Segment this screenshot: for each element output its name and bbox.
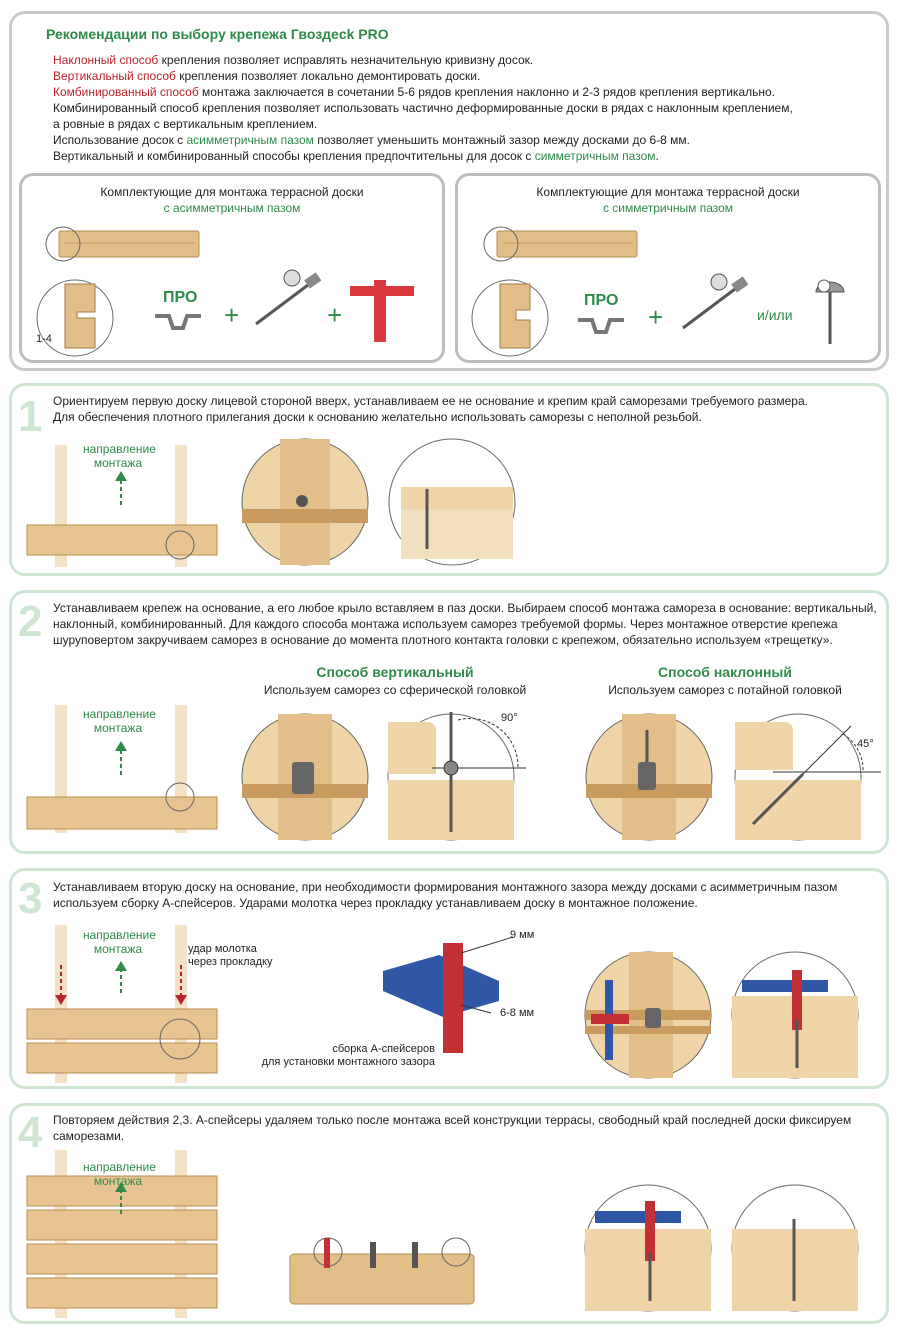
round-head-screw-icon bbox=[808, 278, 858, 348]
header-line-7: Вертикальный и комбинированный способы крепления предпочтительны для досок с симметричным пазом. bbox=[53, 149, 659, 163]
step-4-direction-label: направление монтажа bbox=[83, 1160, 156, 1188]
step-1-text-1: Ориентируем первую доску лицевой стороной вверх, устанавливаем ее не основание и крепим край саморезами требуемого размера. bbox=[53, 394, 808, 408]
step-4-detail-circle-2 bbox=[730, 1183, 860, 1313]
plus-icon: + bbox=[224, 300, 240, 330]
step-1-direction-label: направление монтажа bbox=[83, 442, 156, 470]
step-4-text-2: саморезами. bbox=[53, 1129, 125, 1143]
board-profile-circle bbox=[35, 278, 115, 358]
and-or-label: и/или bbox=[757, 307, 793, 323]
step-2-text-1: Устанавливаем крепеж на основание, а его любое крыло вставляем в паз доски. Выбираем способ монтажа самореза в основание: вертикальный, bbox=[53, 601, 877, 615]
step-2-inclined-detail-1 bbox=[584, 712, 714, 842]
board-asymmetric-illustration bbox=[45, 225, 205, 265]
header-line-6: Использование досок с асимметричным пазом позволяет уменьшить монтажный зазор между досками до 6-8 мм. bbox=[53, 133, 690, 147]
dimension-9mm: 9 мм bbox=[510, 929, 535, 941]
step-1-detail-circle-2 bbox=[387, 437, 517, 567]
board-profile-circle-2 bbox=[470, 278, 550, 358]
step-3-number: 3 bbox=[18, 874, 43, 923]
step-2-direction-label: направление монтажа bbox=[83, 707, 156, 735]
header-line-5: а ровные в рядах с вертикальным креплением. bbox=[53, 117, 318, 131]
gap-dimension: 1-4 bbox=[36, 333, 52, 345]
step-4-detail-circle-1 bbox=[583, 1183, 713, 1313]
board-symmetric-illustration bbox=[483, 225, 643, 265]
spacer-tool-icon bbox=[348, 278, 418, 346]
step-3-detail-circle-2 bbox=[730, 950, 860, 1080]
step-2-text-3: шуруповертом закручиваем саморез в основание до момента плотного контакта головки с крепежом, обязательно используем «трещетку». bbox=[53, 633, 833, 647]
step-3-text-1: Устанавливаем вторую доску на основание, при необходимости формирования монтажного зазора между досками с асимметричным пазом bbox=[53, 880, 838, 894]
method-vertical-title: Способ вертикальный bbox=[316, 664, 474, 680]
kit-asymmetric-title: Комплектующие для монтажа террасной доски с асимметричным пазом bbox=[100, 185, 364, 215]
method-inclined-caption: Используем саморез с потайной головкой bbox=[608, 683, 842, 697]
step-2-vertical-detail-2 bbox=[386, 712, 536, 842]
step-4-text-1: Повторяем действия 2,3. А-спейсеры удаляем только после монтажа всей конструкции террасы, свободный край последней доски фиксируем bbox=[53, 1113, 852, 1127]
header-line-4: Комбинированный способ крепления позволяет использовать частично деформированные доски в рядах с наклонным креплением, bbox=[53, 101, 793, 115]
hammer-note: удар молотка через прокладку bbox=[188, 943, 273, 968]
method-inclined-title: Способ наклонный bbox=[658, 664, 792, 680]
pro-clip-icon bbox=[153, 310, 203, 334]
step-4-section-illustration bbox=[288, 1230, 478, 1310]
kit-symmetric-title: Комплектующие для монтажа террасной доски с симметричным пазом bbox=[536, 185, 800, 215]
step-3-direction-label: направление монтажа bbox=[83, 928, 156, 956]
dimension-6-8mm: 6-8 мм bbox=[500, 1007, 535, 1019]
screw-icon-2 bbox=[677, 272, 757, 332]
page-title: Рекомендации по выбору крепежа Гвоздeck PRO bbox=[46, 26, 389, 42]
screw-icon bbox=[250, 268, 330, 328]
spacer-caption: сборка А-спейсеров для установки монтажного зазора bbox=[261, 1043, 435, 1068]
pro-clip-icon-2 bbox=[576, 314, 626, 338]
header-line-1: Наклонный способ крепления позволяет исправлять незначительную кривизну досок. bbox=[53, 53, 534, 67]
plus-icon-2: + bbox=[327, 300, 343, 330]
plus-icon-3: + bbox=[648, 302, 664, 332]
step-2-text-2: наклонный, комбинированный. Для каждого способа монтажа используем саморез требуемой формы. Через монтажное отверстие крепежа bbox=[53, 617, 838, 631]
step-1-detail-circle-1 bbox=[240, 437, 370, 567]
angle-90-label: 90° bbox=[501, 712, 518, 724]
step-3-detail-circle-1 bbox=[583, 950, 713, 1080]
method-vertical-caption: Используем саморез со сферической головкой bbox=[263, 683, 527, 697]
step-2-number: 2 bbox=[18, 597, 43, 646]
header-line-2: Вертикальный способ крепления позволяет локально демонтировать доски. bbox=[53, 69, 481, 83]
step-2-vertical-detail-1 bbox=[240, 712, 370, 842]
pro-label-2: ПРО bbox=[584, 292, 619, 309]
step-1-number: 1 bbox=[18, 392, 43, 441]
step-2-inclined-detail-2 bbox=[733, 712, 883, 842]
step-4-number: 4 bbox=[18, 1108, 43, 1157]
pro-label-1: ПРО bbox=[163, 289, 198, 306]
angle-45-label: 45° bbox=[857, 738, 874, 750]
step-1-text-2: Для обеспечения плотного прилегания доски к основанию желательно использовать саморезы с неполной резьбой. bbox=[53, 410, 702, 424]
header-line-3: Комбинированный способ монтажа заключается в сочетании 5-6 рядов крепления наклонно и 2-3 рядов крепления вертикально. bbox=[53, 85, 776, 99]
step-3-text-2: используем сборку А-спейсеров. Ударами молотка через прокладку устанавливаем доску в монтажное положение. bbox=[53, 896, 698, 910]
